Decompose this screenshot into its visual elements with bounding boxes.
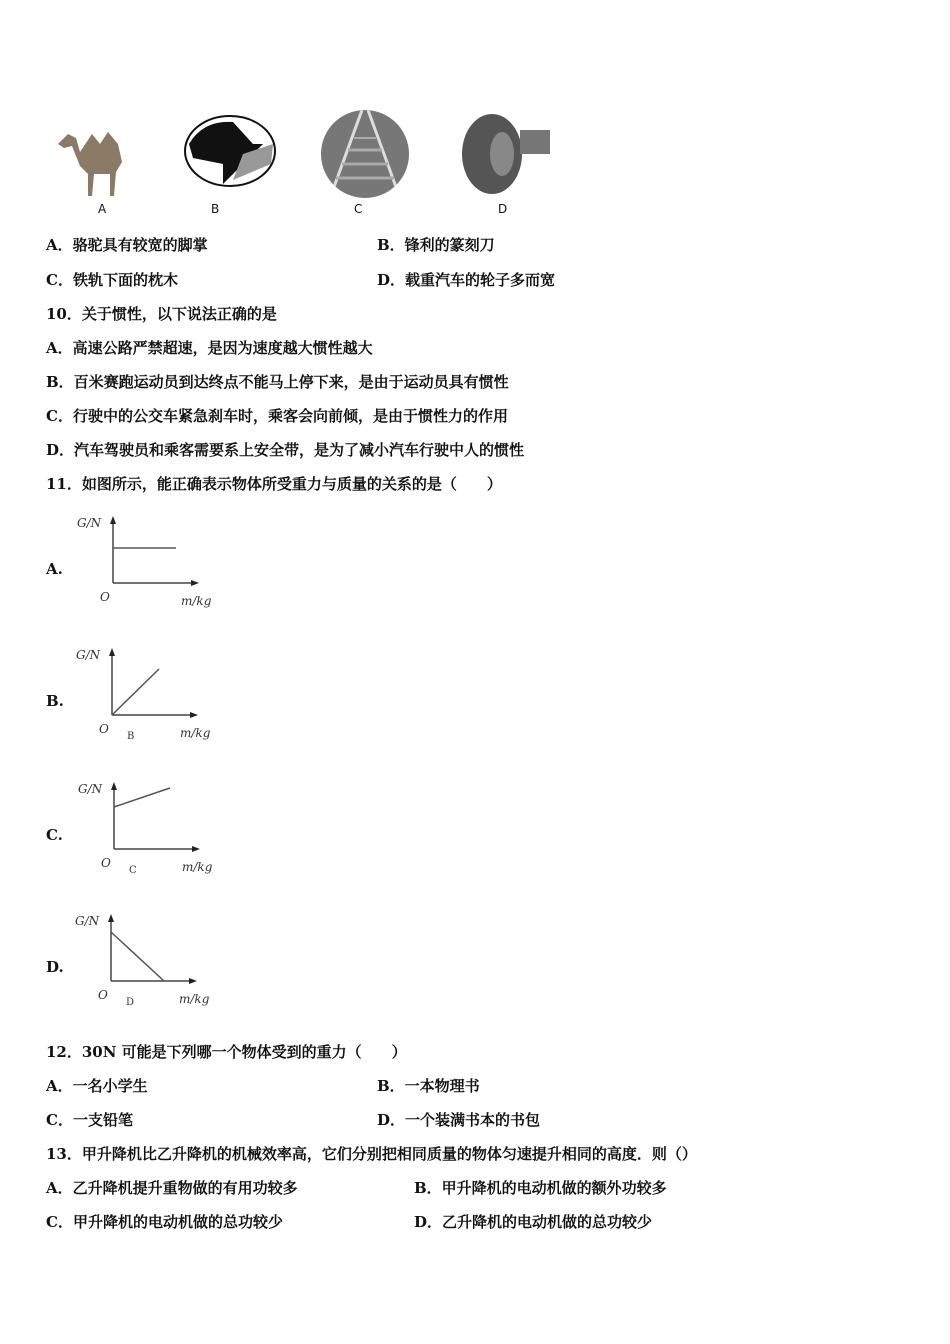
option-a: A．一名小学生 [46, 1077, 148, 1095]
option-d: D．一个装满书本的书包 [377, 1111, 541, 1129]
option-b: B．一本物理书 [377, 1077, 480, 1095]
x-axis-arrow [190, 712, 198, 718]
graph-option-label: D. [46, 958, 64, 976]
graph-increasing-offset [74, 776, 254, 886]
question-12-stem: 12．30N 可能是下列哪一个物体受到的重力（ ） [46, 1043, 407, 1061]
graph-horizontal [73, 510, 253, 620]
railway-track-icon [318, 110, 413, 198]
graph-option-label: A. [46, 560, 63, 578]
y-axis-arrow [111, 782, 117, 790]
x-axis-label: m/kg [180, 726, 211, 740]
graph-caption: D [126, 997, 135, 1008]
truck-wheels-icon [460, 110, 555, 195]
y-axis-arrow [110, 516, 116, 524]
x-axis-arrow [191, 580, 199, 586]
option-b: B．甲升降机的电动机做的额外功较多 [414, 1179, 667, 1197]
option-c: C．铁轨下面的枕木 [46, 271, 178, 289]
x-axis-label: m/kg [179, 992, 210, 1006]
origin-label: O [99, 722, 109, 736]
y-axis-label: G/N [78, 782, 103, 796]
option-a: A．高速公路严禁超速，是因为速度越大惯性越大 [46, 339, 373, 357]
y-axis-label: G/N [76, 648, 101, 662]
question-10-stem: 10．关于惯性，以下说法正确的是 [46, 305, 277, 323]
option-d: D．载重汽车的轮子多而宽 [377, 271, 556, 289]
origin-label: O [98, 988, 108, 1002]
question-13-stem: 13．甲升降机比乙升降机的机械效率高，它们分别把相同质量的物体匀速提升相同的高度．则（） [46, 1145, 697, 1163]
option-d: D．乙升降机的电动机做的总功较少 [414, 1213, 653, 1231]
option-c: C．甲升降机的电动机做的总功较少 [46, 1213, 283, 1231]
x-axis-label: m/kg [181, 594, 212, 608]
y-axis-label: G/N [75, 914, 100, 928]
y-axis-arrow [108, 914, 114, 922]
x-axis-arrow [192, 846, 200, 852]
option-c: C．一支铅笔 [46, 1111, 133, 1129]
x-axis-label: m/kg [182, 860, 213, 874]
option-d: D．汽车驾驶员和乘客需要系上安全带，是为了减小汽车行驶中人的惯性 [46, 441, 525, 459]
option-a: A．乙升降机提升重物做的有用功较多 [46, 1179, 298, 1197]
graph-caption: C [129, 865, 137, 876]
image-caption: C [354, 202, 363, 216]
option-b: B．锋利的篆刻刀 [377, 236, 495, 254]
graph-line [111, 932, 164, 981]
y-axis-arrow [109, 648, 115, 656]
y-axis-label: G/N [77, 516, 102, 530]
graph-option-label: C. [46, 826, 63, 844]
image-caption: D [498, 202, 508, 216]
question-11-stem: 11．如图所示，能正确表示物体所受重力与质量的关系的是（ ） [46, 475, 502, 493]
origin-label: O [101, 856, 111, 870]
camel-icon [50, 122, 140, 202]
graph-line [112, 669, 159, 715]
graph-decreasing [71, 908, 251, 1018]
graph-option-label: B. [46, 692, 64, 710]
x-axis-arrow [189, 978, 197, 984]
graph-proportional [72, 642, 252, 752]
option-a: A．骆驼具有较宽的脚掌 [46, 236, 208, 254]
option-c: C．行驶中的公交车紧急刹车时，乘客会向前倾，是由于惯性力的作用 [46, 407, 508, 425]
origin-label: O [100, 590, 110, 604]
carving-knife-icon [183, 114, 278, 189]
image-caption: B [211, 202, 220, 216]
graph-caption: B [127, 731, 135, 742]
option-b: B．百米赛跑运动员到达终点不能马上停下来，是由于运动员具有惯性 [46, 373, 509, 391]
graph-line [114, 788, 170, 807]
image-caption: A [98, 202, 107, 216]
